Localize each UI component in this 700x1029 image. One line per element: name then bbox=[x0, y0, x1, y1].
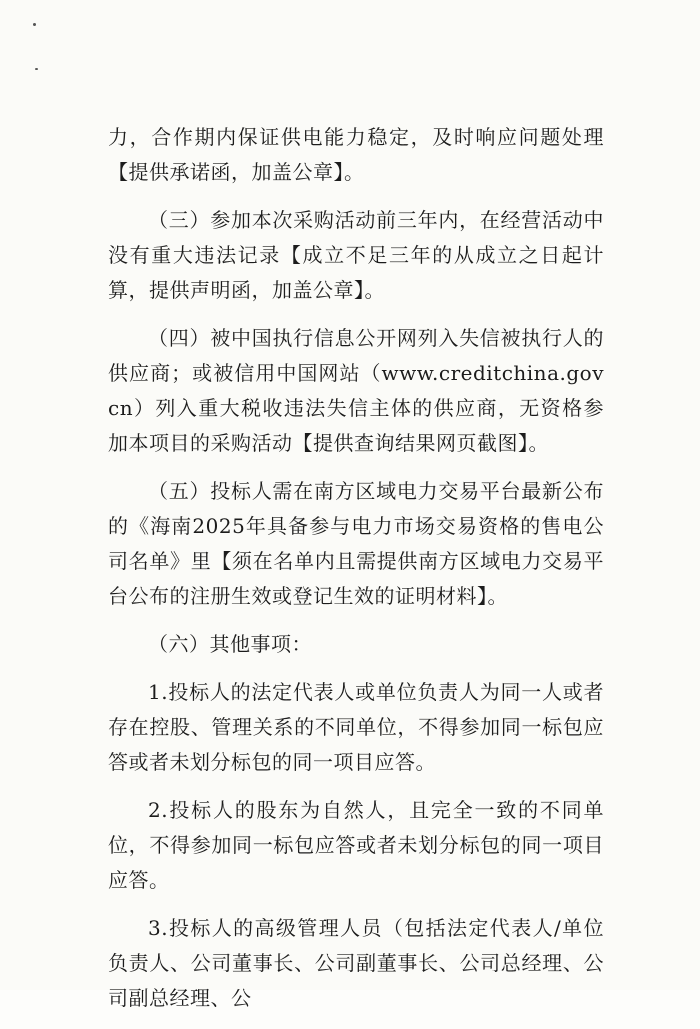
paragraph-item-1: 1.投标人的法定代表人或单位负责人为同一人或者存在控股、管理关系的不同单位，不得参加同一标包应答或者未划分标包的同一项目应答。 bbox=[108, 680, 604, 774]
scan-speck bbox=[35, 68, 38, 70]
document-body bbox=[108, 120, 604, 1029]
paragraph-section-3: （三）参加本次采购活动前三年内，在经营活动中没有重大违法记录【成立不足三年的从成立之日起计算，提供声明函，加盖公章】。 bbox=[108, 208, 604, 302]
scan-speck bbox=[33, 23, 36, 26]
paragraph-continuation: 力，合作期内保证供电能力稳定，及时响应问题处理【提供承诺函，加盖公章】。 bbox=[108, 125, 604, 184]
paragraph-item-2: 2.投标人的股东为自然人，且完全一致的不同单位，不得参加同一标包应答或者未划分标包的同一项目应答。 bbox=[108, 798, 604, 892]
paragraph-section-6-heading: （六）其他事项： bbox=[148, 632, 312, 656]
paragraph-section-4: （四）被中国执行信息公开网列入失信被执行人的供应商；或被信用中国网站（www.creditchina.govcn）列入重大税收违法失信主体的供应商，无资格参加本项目的采购活动【提供查询结果网页截图】。 bbox=[108, 326, 604, 455]
paragraph-item-3: 3.投标人的高级管理人员（包括法定代表人/单位负责人、公司董事长、公司副董事长、公司总经理、公司副总经理、公 bbox=[108, 916, 604, 1010]
paragraph-section-5: （五）投标人需在南方区域电力交易平台最新公布的《海南2025年具备参与电力市场交易资格的售电公司名单》里【须在名单内且需提供南方区域电力交易平台公布的注册生效或登记生效的证明材料】。 bbox=[108, 479, 604, 608]
